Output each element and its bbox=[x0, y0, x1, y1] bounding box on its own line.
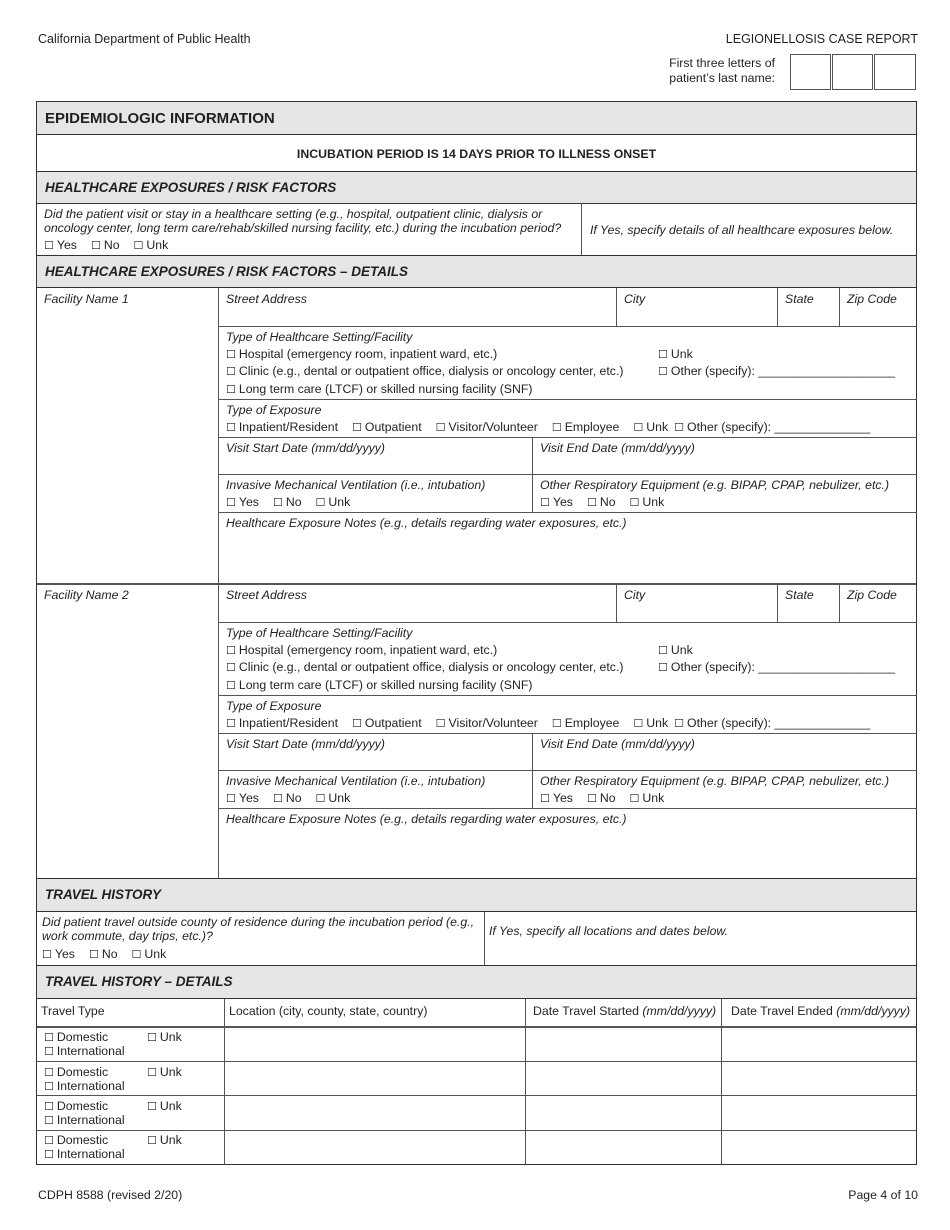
checkbox-icon: ☐ bbox=[44, 1080, 54, 1093]
col-date-ended-format: (mm/dd/yyyy) bbox=[836, 1004, 911, 1018]
facility-2-state-field[interactable]: State bbox=[785, 588, 814, 602]
checkbox-icon: ☐ bbox=[226, 383, 236, 396]
checkbox-icon: ☐ bbox=[44, 1031, 54, 1044]
checkbox-icon: ☐ bbox=[42, 948, 52, 961]
checkbox-icon: ☐ bbox=[44, 1114, 54, 1127]
facility-2-exposure-label: Type of Exposure bbox=[226, 699, 322, 713]
travel-no-label: No bbox=[101, 947, 118, 961]
facility-2-ventilation-label: Invasive Mechanical Ventilation (i.e., intubation) bbox=[226, 774, 486, 788]
checkbox-icon: ☐ bbox=[586, 496, 597, 509]
facility-1-setting-clinic[interactable] bbox=[226, 364, 623, 378]
ventilation-yes-label: Yes bbox=[238, 791, 259, 805]
checkbox-icon: ☐ bbox=[658, 365, 668, 378]
report-title: LEGIONELLOSIS CASE REPORT bbox=[725, 32, 918, 46]
divider bbox=[777, 584, 778, 622]
checkbox-icon: ☐ bbox=[147, 1134, 157, 1147]
checkbox-icon: ☐ bbox=[147, 1100, 157, 1113]
facility-2-city-field[interactable]: City bbox=[624, 588, 646, 602]
checkbox-icon: ☐ bbox=[226, 679, 236, 692]
form-id: CDPH 8588 (revised 2/20) bbox=[38, 1188, 183, 1202]
hc-unk-label: Unk bbox=[146, 238, 169, 252]
setting-unk-label: Unk bbox=[670, 643, 693, 657]
initials-box-2[interactable] bbox=[832, 54, 873, 90]
facility-2-name-field[interactable]: Facility Name 2 bbox=[44, 588, 129, 602]
hc-unk-option[interactable] bbox=[134, 238, 169, 252]
checkbox-icon: ☐ bbox=[352, 421, 362, 434]
resp-yes-option[interactable] bbox=[540, 495, 573, 509]
exposure-visitor-option[interactable] bbox=[436, 716, 538, 730]
checkbox-icon: ☐ bbox=[226, 365, 236, 378]
hc-if-yes-note: If Yes, specify details of all healthcare exposures below. bbox=[590, 223, 894, 237]
exposure-other-label: Other (specify): ______________ bbox=[687, 716, 871, 730]
resp-yes-option[interactable] bbox=[540, 791, 573, 805]
checkbox-icon: ☐ bbox=[551, 717, 562, 730]
facility-2-notes-field[interactable]: Healthcare Exposure Notes (e.g., details regarding water exposures, etc.) bbox=[226, 812, 627, 826]
facility-1-setting-unk[interactable] bbox=[658, 347, 693, 361]
divider bbox=[532, 437, 533, 513]
travel-domestic-option[interactable] bbox=[44, 1099, 108, 1113]
divider bbox=[218, 770, 917, 771]
divider bbox=[37, 1026, 916, 1028]
setting-clinic-label: Clinic (e.g., dental or outpatient office, dialysis or oncology center, etc.) bbox=[238, 364, 624, 378]
ventilation-yes-label: Yes bbox=[238, 495, 259, 509]
checkbox-icon: ☐ bbox=[44, 1100, 54, 1113]
col-date-started-label: Date Travel Started bbox=[533, 1004, 639, 1018]
divider bbox=[777, 288, 778, 326]
unk-label: Unk bbox=[159, 1065, 182, 1079]
checkbox-icon: ☐ bbox=[44, 1134, 54, 1147]
exposure-outpatient-label: Outpatient bbox=[364, 716, 422, 730]
exposure-inpatient-option[interactable] bbox=[226, 420, 338, 434]
divider bbox=[37, 583, 916, 585]
divider bbox=[37, 1130, 916, 1131]
travel-unk-option[interactable] bbox=[147, 1099, 182, 1113]
checkbox-icon: ☐ bbox=[633, 717, 644, 730]
divider bbox=[218, 584, 219, 879]
facility-2-setting-other[interactable] bbox=[658, 660, 895, 674]
unk-label: Unk bbox=[159, 1030, 182, 1044]
facility-1-street-field[interactable]: Street Address bbox=[226, 292, 307, 306]
initials-box-1[interactable] bbox=[790, 54, 831, 90]
exposure-outpatient-label: Outpatient bbox=[364, 420, 422, 434]
ventilation-no-label: No bbox=[285, 791, 302, 805]
facility-1-resp-label: Other Respiratory Equipment (e.g. BIPAP, CPAP, nebulizer, etc.) bbox=[540, 478, 890, 492]
resp-yes-label: Yes bbox=[552, 495, 573, 509]
exposure-visitor-label: Visitor/Volunteer bbox=[448, 420, 538, 434]
travel-unk-option[interactable] bbox=[147, 1065, 182, 1079]
exposure-inpatient-label: Inpatient/Resident bbox=[238, 420, 339, 434]
divider bbox=[581, 203, 582, 256]
facility-2-resp-options bbox=[540, 791, 678, 805]
initials-label bbox=[640, 56, 775, 86]
checkbox-icon: ☐ bbox=[226, 496, 236, 509]
facility-1-visit-end-field[interactable]: Visit End Date (mm/dd/yyyy) bbox=[540, 441, 695, 455]
facility-2-visit-start-field[interactable]: Visit Start Date (mm/dd/yyyy) bbox=[226, 737, 385, 751]
facility-1-name-field[interactable]: Facility Name 1 bbox=[44, 292, 129, 306]
facility-1-city-field[interactable]: City bbox=[624, 292, 646, 306]
travel-unk-option[interactable] bbox=[147, 1030, 182, 1044]
exposure-unk-option[interactable] bbox=[633, 420, 668, 434]
travel-band bbox=[37, 878, 916, 912]
exposure-unk-option[interactable] bbox=[633, 716, 668, 730]
domestic-label: Domestic bbox=[56, 1099, 109, 1113]
checkbox-icon: ☐ bbox=[147, 1031, 157, 1044]
checkbox-icon: ☐ bbox=[435, 717, 446, 730]
divider bbox=[532, 733, 533, 809]
divider bbox=[218, 288, 219, 584]
divider bbox=[839, 584, 840, 622]
checkbox-icon: ☐ bbox=[226, 348, 236, 361]
facility-2-setting-ltc[interactable] bbox=[226, 678, 532, 692]
travel-details-band bbox=[37, 965, 916, 999]
divider bbox=[37, 1095, 916, 1096]
checkbox-icon: ☐ bbox=[131, 948, 142, 961]
ventilation-no-option[interactable] bbox=[273, 791, 302, 805]
domestic-label: Domestic bbox=[56, 1133, 109, 1147]
divider bbox=[218, 733, 917, 734]
checkbox-icon: ☐ bbox=[44, 239, 54, 252]
section-title: EPIDEMIOLOGIC INFORMATION bbox=[45, 110, 275, 127]
divider bbox=[218, 474, 917, 475]
hc-exposures-band bbox=[37, 171, 916, 204]
checkbox-icon: ☐ bbox=[315, 496, 326, 509]
setting-unk-label: Unk bbox=[670, 347, 693, 361]
resp-unk-option[interactable] bbox=[630, 791, 665, 805]
setting-clinic-label: Clinic (e.g., dental or outpatient office, dialysis or oncology center, etc.) bbox=[238, 660, 624, 674]
section-title-band bbox=[37, 102, 916, 135]
initials-label-line-2: patient’s last name: bbox=[669, 71, 775, 85]
hc-answer-options bbox=[44, 238, 182, 252]
exposure-employee-label: Employee bbox=[564, 716, 620, 730]
checkbox-icon: ☐ bbox=[658, 661, 668, 674]
resp-yes-label: Yes bbox=[552, 791, 573, 805]
facility-2-setting-label: Type of Healthcare Setting/Facility bbox=[226, 626, 413, 640]
checkbox-icon: ☐ bbox=[551, 421, 562, 434]
setting-hospital-label: Hospital (emergency room, inpatient ward, etc.) bbox=[238, 643, 498, 657]
travel-details-title: TRAVEL HISTORY – DETAILS bbox=[45, 974, 233, 989]
divider bbox=[218, 512, 917, 513]
checkbox-icon: ☐ bbox=[658, 644, 668, 657]
setting-hospital-label: Hospital (emergency room, inpatient ward, etc.) bbox=[238, 347, 498, 361]
checkbox-icon: ☐ bbox=[90, 239, 101, 252]
resp-unk-label: Unk bbox=[642, 791, 665, 805]
divider bbox=[616, 584, 617, 622]
ventilation-no-option[interactable] bbox=[273, 495, 302, 509]
domestic-label: Domestic bbox=[56, 1030, 109, 1044]
facility-1-setting-other[interactable] bbox=[658, 364, 895, 378]
international-label: International bbox=[56, 1147, 125, 1161]
unk-label: Unk bbox=[159, 1133, 182, 1147]
checkbox-icon: ☐ bbox=[44, 1066, 54, 1079]
facility-1-state-field[interactable]: State bbox=[785, 292, 814, 306]
travel-international-option[interactable] bbox=[44, 1044, 125, 1058]
checkbox-icon: ☐ bbox=[629, 496, 640, 509]
checkbox-icon: ☐ bbox=[44, 1148, 54, 1161]
travel-if-yes-note: If Yes, specify all locations and dates below. bbox=[489, 924, 729, 938]
divider bbox=[721, 999, 722, 1165]
exposure-unk-label: Unk bbox=[646, 420, 669, 434]
exposure-visitor-label: Visitor/Volunteer bbox=[448, 716, 538, 730]
page-number: Page 4 of 10 bbox=[848, 1188, 918, 1202]
exposure-inpatient-label: Inpatient/Resident bbox=[238, 716, 339, 730]
checkbox-icon: ☐ bbox=[226, 644, 236, 657]
facility-1-ventilation-label: Invasive Mechanical Ventilation (i.e., intubation) bbox=[226, 478, 486, 492]
unk-label: Unk bbox=[159, 1099, 182, 1113]
ventilation-unk-option[interactable] bbox=[316, 495, 351, 509]
travel-domestic-option[interactable] bbox=[44, 1065, 108, 1079]
checkbox-icon: ☐ bbox=[226, 717, 236, 730]
facility-1-exposure-options bbox=[226, 420, 870, 434]
travel-question-line-2: work commute, day trips, etc.)? bbox=[42, 929, 213, 943]
hc-yes-label: Yes bbox=[56, 238, 77, 252]
resp-no-label: No bbox=[599, 791, 616, 805]
travel-unk-option[interactable] bbox=[132, 947, 167, 961]
exposure-employee-option[interactable] bbox=[552, 420, 620, 434]
facility-2-zip-field[interactable]: Zip Code bbox=[847, 588, 897, 602]
travel-unk-label: Unk bbox=[144, 947, 167, 961]
domestic-label: Domestic bbox=[56, 1065, 109, 1079]
checkbox-icon: ☐ bbox=[147, 1066, 157, 1079]
exposure-employee-label: Employee bbox=[564, 420, 620, 434]
facility-1-setting-hospital[interactable] bbox=[226, 347, 497, 361]
exposure-other-option[interactable] bbox=[674, 420, 870, 434]
checkbox-icon: ☐ bbox=[272, 792, 283, 805]
epidemiologic-form bbox=[36, 101, 917, 1165]
travel-no-option[interactable] bbox=[89, 947, 118, 961]
checkbox-icon: ☐ bbox=[352, 717, 362, 730]
ventilation-unk-label: Unk bbox=[328, 791, 351, 805]
divider bbox=[616, 288, 617, 326]
exposure-outpatient-option[interactable] bbox=[352, 420, 422, 434]
facility-1-visit-start-field[interactable]: Visit Start Date (mm/dd/yyyy) bbox=[226, 441, 385, 455]
exposure-visitor-option[interactable] bbox=[436, 420, 538, 434]
checkbox-icon: ☐ bbox=[226, 421, 236, 434]
org-name: California Department of Public Health bbox=[38, 32, 251, 46]
setting-ltc-label: Long term care (LTCF) or skilled nursing facility (SNF) bbox=[238, 382, 533, 396]
exposure-outpatient-option[interactable] bbox=[352, 716, 422, 730]
travel-international-option[interactable] bbox=[44, 1147, 125, 1161]
facility-2-visit-end-field[interactable]: Visit End Date (mm/dd/yyyy) bbox=[540, 737, 695, 751]
col-travel-type: Travel Type bbox=[41, 1004, 105, 1018]
checkbox-icon: ☐ bbox=[435, 421, 446, 434]
hc-question-line-2: oncology center, long term care/rehab/skilled nursing facility, etc.) during the incubation period? bbox=[44, 221, 562, 235]
checkbox-icon: ☐ bbox=[226, 661, 236, 674]
travel-title: TRAVEL HISTORY bbox=[45, 887, 162, 902]
checkbox-icon: ☐ bbox=[540, 792, 550, 805]
facility-2-setting-clinic[interactable] bbox=[226, 660, 623, 674]
exposure-other-option[interactable] bbox=[674, 716, 870, 730]
facility-2-exposure-options bbox=[226, 716, 870, 730]
travel-international-option[interactable] bbox=[44, 1113, 125, 1127]
divider bbox=[839, 288, 840, 326]
international-label: International bbox=[56, 1113, 125, 1127]
travel-answer-options bbox=[42, 947, 180, 961]
checkbox-icon: ☐ bbox=[633, 421, 644, 434]
facility-1-exposure-label: Type of Exposure bbox=[226, 403, 322, 417]
resp-unk-option[interactable] bbox=[630, 495, 665, 509]
facility-2-setting-hospital[interactable] bbox=[226, 643, 497, 657]
exposure-inpatient-option[interactable] bbox=[226, 716, 338, 730]
checkbox-icon: ☐ bbox=[315, 792, 326, 805]
hc-details-band bbox=[37, 255, 916, 288]
setting-ltc-label: Long term care (LTCF) or skilled nursing facility (SNF) bbox=[238, 678, 533, 692]
col-date-ended bbox=[731, 1004, 910, 1018]
facility-1-notes-field[interactable]: Healthcare Exposure Notes (e.g., details regarding water exposures, etc.) bbox=[226, 516, 627, 530]
international-label: International bbox=[56, 1079, 125, 1093]
checkbox-icon: ☐ bbox=[272, 496, 283, 509]
facility-2-ventilation-options bbox=[226, 791, 364, 805]
checkbox-icon: ☐ bbox=[658, 348, 668, 361]
divider bbox=[218, 399, 917, 400]
col-date-started bbox=[533, 1004, 716, 1018]
hc-yes-option[interactable] bbox=[44, 238, 77, 252]
hc-exposures-title: HEALTHCARE EXPOSURES / RISK FACTORS bbox=[45, 180, 337, 195]
international-label: International bbox=[56, 1044, 125, 1058]
col-date-started-format: (mm/dd/yyyy) bbox=[642, 1004, 717, 1018]
facility-1-resp-options bbox=[540, 495, 678, 509]
resp-unk-label: Unk bbox=[642, 495, 665, 509]
divider bbox=[218, 808, 917, 809]
divider bbox=[224, 999, 225, 1165]
checkbox-icon: ☐ bbox=[133, 239, 144, 252]
resp-no-label: No bbox=[599, 495, 616, 509]
resp-no-option[interactable] bbox=[587, 791, 616, 805]
checkbox-icon: ☐ bbox=[674, 717, 685, 730]
checkbox-icon: ☐ bbox=[629, 792, 640, 805]
incubation-note: INCUBATION PERIOD IS 14 DAYS PRIOR TO ILLNESS ONSET bbox=[296, 147, 657, 161]
divider bbox=[218, 326, 917, 327]
checkbox-icon: ☐ bbox=[674, 421, 685, 434]
divider bbox=[218, 437, 917, 438]
ventilation-no-label: No bbox=[285, 495, 302, 509]
ventilation-yes-option[interactable] bbox=[226, 791, 259, 805]
facility-1-setting-ltc[interactable] bbox=[226, 382, 532, 396]
travel-domestic-option[interactable] bbox=[44, 1030, 108, 1044]
exposure-unk-label: Unk bbox=[646, 716, 669, 730]
hc-question-line-1: Did the patient visit or stay in a healthcare setting (e.g., hospital, outpatient clinic, dialysis or bbox=[44, 207, 543, 221]
facility-1-setting-label: Type of Healthcare Setting/Facility bbox=[226, 330, 413, 344]
travel-yes-option[interactable] bbox=[42, 947, 75, 961]
hc-no-option[interactable] bbox=[91, 238, 120, 252]
divider bbox=[37, 1061, 916, 1062]
ventilation-yes-option[interactable] bbox=[226, 495, 259, 509]
divider bbox=[218, 695, 917, 696]
setting-other-label: Other (specify): ____________________ bbox=[670, 364, 896, 378]
travel-yes-label: Yes bbox=[54, 947, 75, 961]
checkbox-icon: ☐ bbox=[44, 1045, 54, 1058]
divider bbox=[525, 999, 526, 1165]
resp-no-option[interactable] bbox=[587, 495, 616, 509]
travel-question-line-1: Did patient travel outside county of residence during the incubation period (e.g., bbox=[42, 915, 475, 929]
initials-label-line-1: First three letters of bbox=[669, 56, 775, 70]
exposure-employee-option[interactable] bbox=[552, 716, 620, 730]
facility-2-setting-unk[interactable] bbox=[658, 643, 693, 657]
divider bbox=[484, 912, 485, 966]
travel-domestic-option[interactable] bbox=[44, 1133, 108, 1147]
hc-no-label: No bbox=[103, 238, 120, 252]
divider bbox=[218, 622, 917, 623]
col-date-ended-label: Date Travel Ended bbox=[731, 1004, 833, 1018]
travel-unk-option[interactable] bbox=[147, 1133, 182, 1147]
checkbox-icon: ☐ bbox=[226, 792, 236, 805]
col-location: Location (city, county, state, country) bbox=[229, 1004, 428, 1018]
facility-1-zip-field[interactable]: Zip Code bbox=[847, 292, 897, 306]
checkbox-icon: ☐ bbox=[586, 792, 597, 805]
facility-2-resp-label: Other Respiratory Equipment (e.g. BIPAP, CPAP, nebulizer, etc.) bbox=[540, 774, 890, 788]
checkbox-icon: ☐ bbox=[540, 496, 550, 509]
facility-1-ventilation-options bbox=[226, 495, 364, 509]
travel-international-option[interactable] bbox=[44, 1079, 125, 1093]
hc-details-title: HEALTHCARE EXPOSURES / RISK FACTORS – DETAILS bbox=[45, 264, 409, 279]
setting-other-label: Other (specify): ____________________ bbox=[670, 660, 896, 674]
facility-2-street-field[interactable]: Street Address bbox=[226, 588, 307, 602]
exposure-other-label: Other (specify): ______________ bbox=[687, 420, 871, 434]
ventilation-unk-label: Unk bbox=[328, 495, 351, 509]
initials-box-3[interactable] bbox=[874, 54, 916, 90]
checkbox-icon: ☐ bbox=[88, 948, 99, 961]
ventilation-unk-option[interactable] bbox=[316, 791, 351, 805]
